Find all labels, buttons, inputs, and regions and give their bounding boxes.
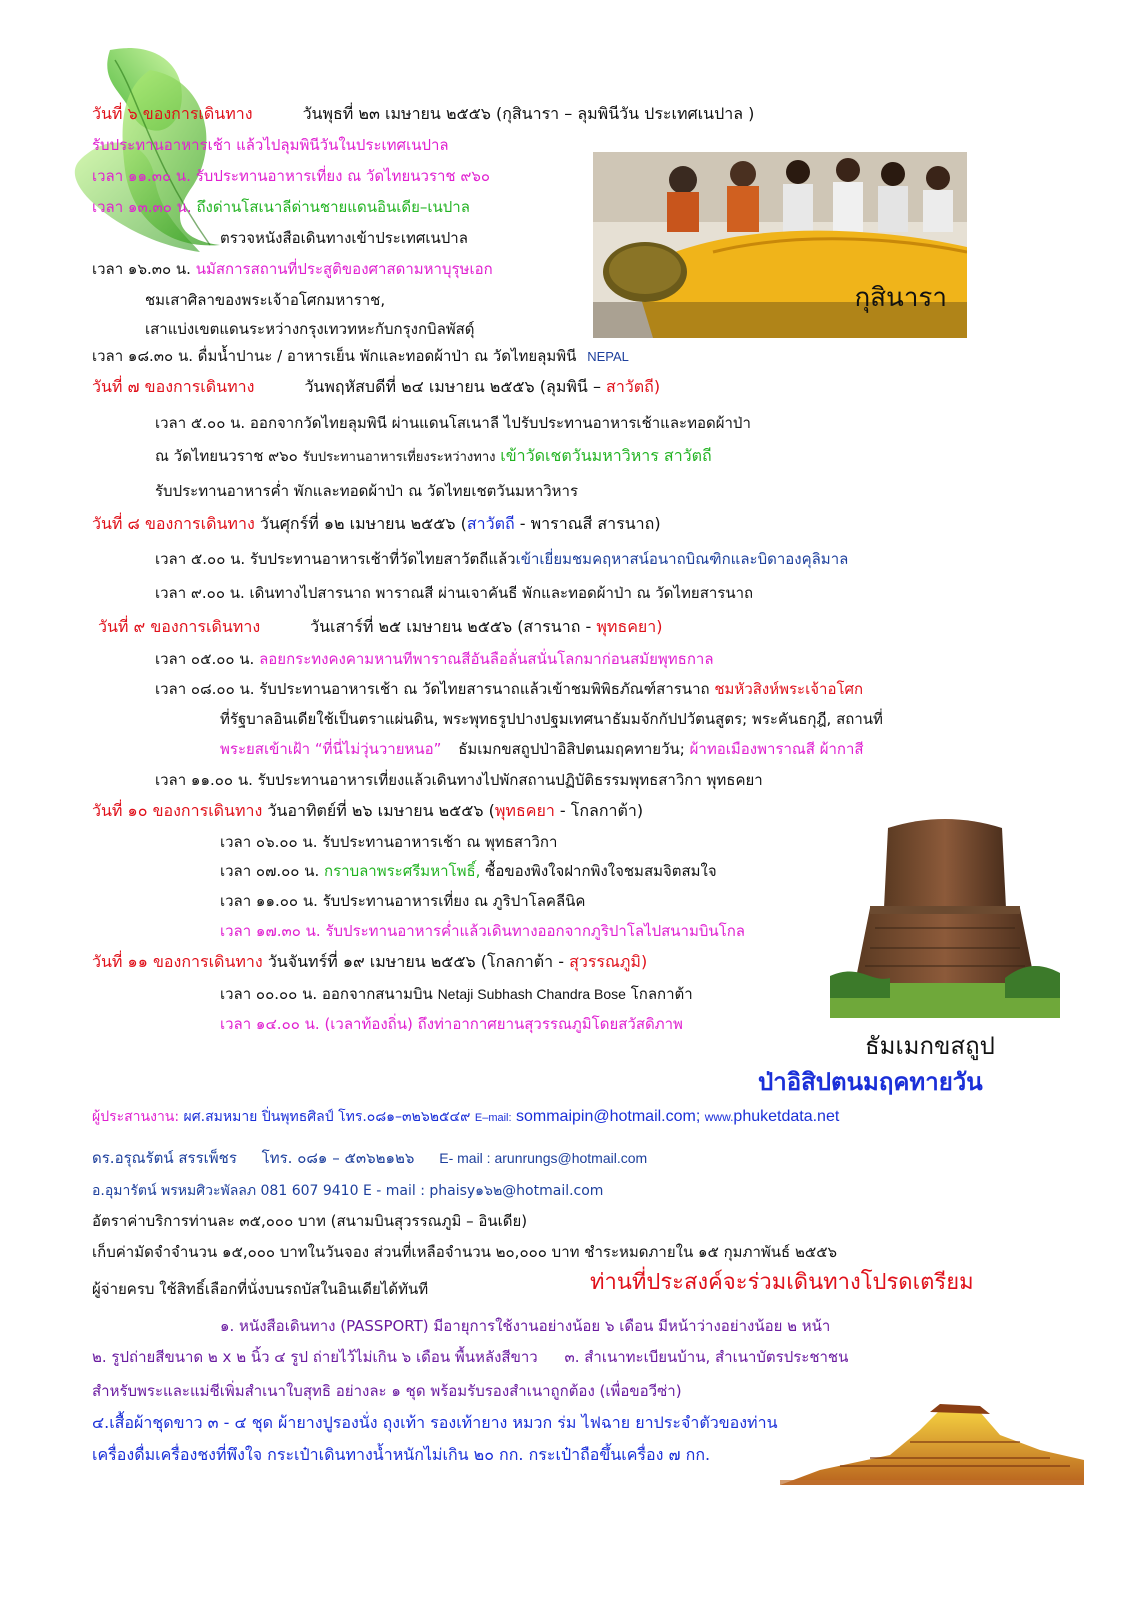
kusinara-photo	[593, 152, 967, 338]
day7-line2-c: เข้าวัดเชตวันมหาวิหาร สาวัตถี	[500, 446, 712, 465]
day9-line2	[155, 678, 863, 700]
day9-line4-c: ผ้าทอเมืองพาราณสี ผ้ากาสี	[689, 740, 864, 758]
day9-line2-a: เวลา ๐๘.๐๐ น. รับประทานอาหารเช้า ณ วัดไทยสารนาถแล้วเข้าชมพิพิธภัณฑ์สารนาถ	[155, 680, 710, 698]
day11-heading	[92, 951, 647, 973]
day9-line5: เวลา ๑๑.๐๐ น. รับประทานอาหารเที่ยงแล้วเดินทางไปพักสถานปฏิบัติธรรมพุทธสาวิกา พุทธคยา	[155, 771, 763, 789]
day10-line3: เวลา ๑๑.๐๐ น. รับประทานอาหารเที่ยง ณ ภูริปาโลคลีนิค	[220, 892, 586, 910]
day11-line1-b: โกลกาต้า	[630, 985, 693, 1003]
day9-day: วันที่ ๙ ของการเดินทาง	[98, 617, 261, 636]
contact-2-tel: โทร. ๐๘๑ – ๕๓๖๒๑๒๖	[261, 1149, 415, 1167]
day6-line1: รับประทานอาหารเช้า แล้วไปลุมพินีวันในประเทศเนปาล	[92, 136, 449, 154]
day11-line1-en: Netaji Subhash Chandra Bose	[437, 986, 626, 1002]
day6-line8-en: NEPAL	[587, 349, 629, 364]
day7-line2-a: ณ วัดไทยนวราช ๙๖๐	[155, 447, 298, 465]
prep-item-3: ๓. สำเนาทะเบียนบ้าน, สำเนาบัตรประชาชน	[564, 1348, 849, 1366]
day10-line2	[220, 860, 717, 882]
prep-item-2	[92, 1346, 848, 1368]
contact-3: อ.อุมารัตน์ พรหมศิวะพัลลภ 081 607 9410 E - mail : phaisy๑๖๒@hotmail.com	[92, 1183, 604, 1199]
day10-heading	[92, 800, 643, 822]
day11-dest: สุวรรณภูมิ)	[569, 952, 648, 971]
day8-src: สาวัตถี	[466, 514, 515, 533]
day6-heading	[92, 103, 754, 125]
day11-day: วันที่ ๑๑ ของการเดินทาง	[92, 952, 263, 971]
day6-line2-text: รับประทานอาหารเที่ยง ณ วัดไทยนวราช ๙๖๐	[195, 167, 491, 185]
day10-rest: - โกลกาต้า)	[559, 801, 644, 820]
day6-line3-time: เวลา ๑๓.๓๐ น.	[92, 198, 192, 216]
day6-line2-time: เวลา ๑๑.๓๐ น.	[92, 167, 191, 185]
day10-line4: เวลา ๑๗.๓๐ น. รับประทานอาหารค่ำแล้วเดินทางออกจากภูริปาโลไปสนามบินโกล	[220, 922, 745, 940]
day10-line2-time: เวลา ๐๗.๐๐ น.	[220, 862, 320, 880]
day9-line1	[155, 648, 714, 670]
day7-date: วันพฤหัสบดีที่ ๒๔ เมษายน ๒๕๕๖ (ลุมพินี –	[304, 377, 601, 396]
prep-item-4-cont: เครื่องดื่มเครื่องชงที่พึงใจ กระเป๋าเดินทางน้ำหนักไม่เกิน ๒๐ กก. กระเป๋าถือขึ้นเครื่อง ๗ กก.	[92, 1445, 711, 1464]
day6-line3-text: ถึงด่านโสเนาลีด่านชายแดนอินเดีย–เนปาล	[196, 198, 470, 216]
prepare-heading: ท่านที่ประสงค์จะร่วมเดินทางโปรดเตรียม	[590, 1270, 974, 1295]
day6-line4: ตรวจหนังสือเดินทางเข้าประเทศเนปาล	[220, 229, 468, 247]
day9-line4	[220, 738, 864, 760]
day7-line2-b: รับประทานอาหารเที่ยงระหว่างทาง	[302, 450, 496, 465]
day11-line1	[220, 983, 693, 1005]
day8-line2: เวลา ๙.๐๐ น. เดินทางไปสารนาถ พาราณสี ผ่านเจาคันธี พักและทอดผ้าป่า ณ วัดไทยสารนาถ	[155, 584, 754, 602]
day6-line5	[92, 258, 493, 280]
prep-item-2-a: ๒. รูปถ่ายสีขนาด ๒ x ๒ นิ้ว ๔ รูป ถ่ายไว้ไม่เกิน ๖ เดือน พื้นหลังสีขาว	[92, 1348, 538, 1366]
day8-rest: - พาราณสี สารนาถ)	[519, 514, 661, 533]
day6-line2	[92, 165, 490, 187]
day7-day: วันที่ ๗ ของการเดินทาง	[92, 377, 255, 396]
stupa-location: ป่าอิสิปตนมฤคทายวัน	[758, 1068, 983, 1096]
day8-line1-b: เข้าเยี่ยมชมคฤหาสน์อนาถบิณฑิกและบิดาองคุลิมาล	[515, 550, 849, 568]
day10-line2-rest: ซื้อของพิงใจฝากพิงใจชมสมจิตสมใจ	[485, 862, 717, 880]
day6-line8	[92, 345, 629, 368]
stupa-caption: ธัมเมกขสถูป	[865, 1032, 995, 1060]
day6-line5-text: นมัสการสถานที่ประสูติของศาสดามหาบุรุษเอก	[195, 260, 493, 278]
day6-line3	[92, 196, 470, 218]
day9-line4-a: พระยสเข้าเฝ้า “ที่นี่ไม่วุ่นวายหนอ”	[220, 740, 442, 758]
day6-line6: ชมเสาศิลาของพระเจ้าอโศกมหาราช,	[145, 291, 386, 309]
day6-line7: เสาแบ่งเขตแดนระหว่างกรุงเทวทหะกับกรุงกบิลพัสดุ์	[145, 320, 475, 338]
day8-heading	[92, 513, 661, 535]
day6-day: วันที่ ๖ ของการเดินทาง	[92, 104, 253, 123]
day6-line5-time: เวลา ๑๖.๓๐ น.	[92, 260, 191, 278]
day10-date: วันอาทิตย์ที่ ๒๖ เมษายน ๒๕๕๖ (	[267, 801, 495, 820]
day8-date: วันศุกร์ที่ ๑๒ เมษายน ๒๕๕๖ (	[259, 514, 467, 533]
contact-2-email[interactable]: E- mail : arunrungs@hotmail.com	[439, 1150, 648, 1166]
day11-line2: เวลา ๑๔.๐๐ น. (เวลาท้องถิ่น) ถึงท่าอากาศยานสุวรรณภูมิโดยสวัสดิภาพ	[220, 1015, 683, 1033]
prep-item-3-note: สำหรับพระและแม่ชีเพิ่มสำเนาใบสุทธิ อย่างละ ๑ ชุด พร้อมรับรองสำเนาถูกต้อง (เพื่อขอวีซ่า)	[92, 1382, 682, 1400]
contact-1-name: ผศ.สมหมาย ปิ่นพุทธศิลป์ โทร.๐๘๑–๓๒๖๒๕๔๙	[183, 1109, 471, 1125]
day8-line1	[155, 548, 848, 570]
day7-heading	[92, 376, 660, 398]
contact-1-email-label: E–mail:	[474, 1112, 512, 1124]
day9-heading	[98, 616, 663, 638]
day8-day: วันที่ ๘ ของการเดินทาง	[92, 514, 255, 533]
day6-line8-time: เวลา ๑๘.๓๐ น.	[92, 347, 193, 365]
contact-1-www: www.	[704, 1110, 734, 1124]
day9-line1-text: ลอยกระทงคงคามหานทีพาราณสีอันลือลั่นสนั่นโลกมาก่อนสมัยพุทธกาล	[259, 650, 714, 668]
contact-1-site[interactable]: phuketdata.net	[733, 1108, 840, 1125]
day7-line3: รับประทานอาหารค่ำ พักและทอดผ้าป่า ณ วัดไทยเชตวันมหาวิหาร	[155, 482, 579, 500]
contact-1-label: ผู้ประสานงาน:	[92, 1109, 180, 1125]
day9-line1-time: เวลา ๐๕.๐๐ น.	[155, 650, 255, 668]
temple-ruin-icon	[780, 1400, 1084, 1485]
kusinara-caption: กุสินารา	[854, 283, 947, 313]
day7-dest: สาวัตถี)	[606, 377, 661, 396]
day8-line1-a: เวลา ๕.๐๐ น. รับประทานอาหารเช้าที่วัดไทยสาวัตถีแล้ว	[155, 550, 516, 568]
contact-1-email[interactable]: sommaipin@hotmail.com;	[516, 1108, 701, 1125]
prep-item-1: ๑. หนังสือเดินทาง (PASSPORT) มีอายุการใช้งานอย่างน้อย ๖ เดือน มีหน้าว่างอย่างน้อย ๒ หน้า	[220, 1317, 831, 1335]
dhamekh-stupa-icon	[830, 808, 1060, 1018]
day11-line1-a: เวลา ๐๐.๐๐ น. ออกจากสนามบิน	[220, 985, 433, 1003]
day6-date: วันพุธที่ ๒๓ เมษายน ๒๕๕๖ (กุสินารา – ลุมพินีวัน ประเทศเนปาล )	[302, 104, 755, 123]
day11-date: วันจันทร์ที่ ๑๙ เมษายน ๒๕๕๖ (โกลกาต้า -	[267, 952, 564, 971]
contact-2-name: ดร.อรุณรัตน์ สรรเพ็ชร	[92, 1149, 237, 1167]
fee-seat: ผู้จ่ายครบ ใช้สิทธิ์เลือกที่นั่งบนรถบัสในอินเดียได้ทันที	[92, 1280, 429, 1298]
day9-line3: ที่รัฐบาลอินเดียใช้เป็นตราแผ่นดิน, พระพุทธรูปปางปฐมเทศนาธัมมจักกัปปวัตนสูตร; พระคันธกุฎี, สถานที่	[220, 710, 883, 728]
day10-line1: เวลา ๐๖.๐๐ น. รับประทานอาหารเช้า ณ พุทธสาวิกา	[220, 833, 558, 851]
day9-date: วันเสาร์ที่ ๒๕ เมษายน ๒๕๕๖ (สารนาถ -	[310, 617, 592, 636]
fee-deposit: เก็บค่ามัดจำจำนวน ๑๕,๐๐๐ บาทในวันจอง ส่วนที่เหลือจำนวน ๒๐,๐๐๐ บาท ชำระหมดภายใน ๑๕ กุมภาพันธ์ ๒๕๕๖	[92, 1243, 838, 1261]
contact-2	[92, 1147, 647, 1169]
contact-1	[92, 1106, 839, 1129]
day10-src: พุทธคยา	[494, 801, 555, 820]
day9-line4-b: ธัมเมกขสถูปป่าอิสิปตนมฤคทายวัน;	[458, 740, 685, 758]
day6-line8-text: ดื่มน้ำปานะ / อาหารเย็น พักและทอดผ้าป่า ณ วัดไทยลุมพินี	[197, 347, 577, 365]
fee-rate: อัตราค่าบริการท่านละ ๓๕,๐๐๐ บาท (สนามบินสุวรรณภูมิ – อินเดีย)	[92, 1212, 528, 1230]
day9-line2-b: ชมหัวสิงห์พระเจ้าอโศก	[714, 680, 864, 698]
day10-day: วันที่ ๑๐ ของการเดินทาง	[92, 801, 263, 820]
day10-line2-text: กราบลาพระศรีมหาโพธิ์,	[324, 862, 481, 880]
day7-line2	[155, 445, 712, 469]
prep-item-4: ๔.เสื้อผ้าชุดขาว ๓ - ๔ ชุด ผ้ายางปูรองนั่ง ถุงเท้า รองเท้ายาง หมวก ร่ม ไฟฉาย ยาประจำตัวของท่าน	[92, 1413, 778, 1432]
day7-line1: เวลา ๕.๐๐ น. ออกจากวัดไทยลุมพินี ผ่านแดนโสเนาลี ไปรับประทานอาหารเช้าและทอดผ้าป่า	[155, 414, 751, 432]
day9-dest: พุทธคยา)	[596, 617, 663, 636]
